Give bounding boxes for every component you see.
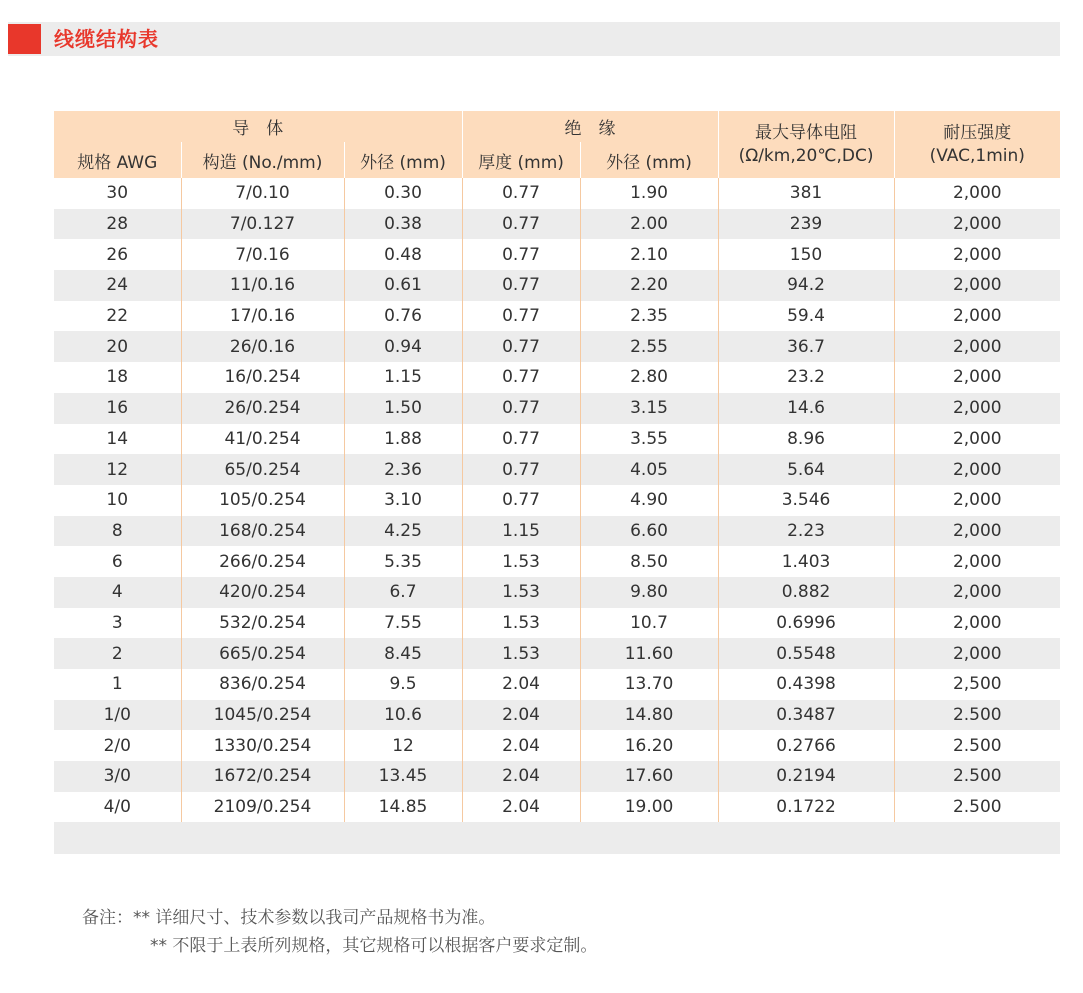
cell-awg: 20 [54, 331, 181, 362]
cell-thickness: 0.77 [462, 393, 580, 424]
cell-max-resistance: 0.6996 [718, 608, 894, 639]
cell-thickness: 2.04 [462, 761, 580, 792]
cell-insulation-od: 2.55 [580, 331, 718, 362]
cell-awg: 22 [54, 301, 181, 332]
table-footer-cell [54, 822, 1060, 854]
cell-awg: 16 [54, 393, 181, 424]
cell-awg: 3 [54, 608, 181, 639]
cell-max-resistance: 0.3487 [718, 700, 894, 731]
cell-voltage-strength: 2,000 [894, 178, 1060, 209]
page-title: 线缆结构表 [54, 27, 159, 51]
cell-thickness: 0.77 [462, 209, 580, 240]
cell-conductor-od: 2.36 [344, 454, 462, 485]
cell-awg: 8 [54, 516, 181, 547]
cell-insulation-od: 1.90 [580, 178, 718, 209]
cell-thickness: 0.77 [462, 239, 580, 270]
cell-conductor-od: 0.76 [344, 301, 462, 332]
cell-max-resistance: 0.1722 [718, 792, 894, 823]
cell-voltage-strength: 2.500 [894, 792, 1060, 823]
table-body [54, 178, 1060, 854]
cell-voltage-strength: 2,000 [894, 209, 1060, 240]
table-row [54, 700, 1060, 731]
cell-conductor-od: 12 [344, 730, 462, 761]
cell-insulation-od: 3.55 [580, 424, 718, 455]
cell-thickness: 0.77 [462, 362, 580, 393]
table-row [54, 761, 1060, 792]
header-max-resistance: 最大导体电阻 (Ω/km,20℃,DC) [718, 111, 894, 178]
cell-voltage-strength: 2,500 [894, 669, 1060, 700]
cell-construction: 105/0.254 [181, 485, 344, 516]
cell-thickness: 0.77 [462, 454, 580, 485]
cell-awg: 10 [54, 485, 181, 516]
cell-construction: 26/0.16 [181, 331, 344, 362]
cell-construction: 1045/0.254 [181, 700, 344, 731]
cell-thickness: 0.77 [462, 178, 580, 209]
cell-insulation-od: 2.00 [580, 209, 718, 240]
cell-voltage-strength: 2,000 [894, 454, 1060, 485]
cell-max-resistance: 23.2 [718, 362, 894, 393]
table-row [54, 331, 1060, 362]
cell-conductor-od: 6.7 [344, 577, 462, 608]
cell-voltage-strength: 2,000 [894, 393, 1060, 424]
cell-conductor-od: 10.6 [344, 700, 462, 731]
table-row [54, 577, 1060, 608]
cell-awg: 30 [54, 178, 181, 209]
table-row [54, 546, 1060, 577]
table-row [54, 209, 1060, 240]
cell-construction: 2109/0.254 [181, 792, 344, 823]
cell-awg: 18 [54, 362, 181, 393]
table-row [54, 393, 1060, 424]
cell-conductor-od: 8.45 [344, 638, 462, 669]
cell-construction: 420/0.254 [181, 577, 344, 608]
note-line-1 [82, 904, 597, 932]
header-conductor: 导 体 [54, 111, 462, 142]
cell-insulation-od: 6.60 [580, 516, 718, 547]
cell-thickness: 1.53 [462, 608, 580, 639]
cell-construction: 17/0.16 [181, 301, 344, 332]
cell-insulation-od: 19.00 [580, 792, 718, 823]
cell-voltage-strength: 2,000 [894, 424, 1060, 455]
cell-max-resistance: 2.23 [718, 516, 894, 547]
cell-awg: 14 [54, 424, 181, 455]
table-row [54, 638, 1060, 669]
cell-voltage-strength: 2,000 [894, 516, 1060, 547]
cell-insulation-od: 17.60 [580, 761, 718, 792]
cell-awg: 4/0 [54, 792, 181, 823]
cell-max-resistance: 14.6 [718, 393, 894, 424]
cell-insulation-od: 14.80 [580, 700, 718, 731]
header-voltage-strength: 耐压强度 (VAC,1min) [894, 111, 1060, 178]
cell-awg: 1 [54, 669, 181, 700]
cell-construction: 65/0.254 [181, 454, 344, 485]
table-footer-row [54, 822, 1060, 854]
cell-thickness: 0.77 [462, 485, 580, 516]
cell-voltage-strength: 2,000 [894, 331, 1060, 362]
cable-structure-table-container [54, 111, 1060, 854]
cell-insulation-od: 2.35 [580, 301, 718, 332]
cell-max-resistance: 94.2 [718, 270, 894, 301]
cell-construction: 7/0.10 [181, 178, 344, 209]
cell-voltage-strength: 2,000 [894, 638, 1060, 669]
cell-construction: 836/0.254 [181, 669, 344, 700]
cell-awg: 4 [54, 577, 181, 608]
cell-voltage-strength: 2,000 [894, 239, 1060, 270]
cell-conductor-od: 0.94 [344, 331, 462, 362]
cell-construction: 1330/0.254 [181, 730, 344, 761]
cell-construction: 11/0.16 [181, 270, 344, 301]
cell-thickness: 1.53 [462, 546, 580, 577]
table-row [54, 454, 1060, 485]
cell-max-resistance: 0.2194 [718, 761, 894, 792]
cell-max-resistance: 0.2766 [718, 730, 894, 761]
cell-construction: 7/0.127 [181, 209, 344, 240]
cell-thickness: 0.77 [462, 331, 580, 362]
note-line-2: ** 不限于上表所列规格，其它规格可以根据客户要求定制。 [150, 936, 598, 956]
header-insulation: 绝 缘 [462, 111, 718, 142]
cell-construction: 7/0.16 [181, 239, 344, 270]
cell-construction: 266/0.254 [181, 546, 344, 577]
cell-conductor-od: 0.38 [344, 209, 462, 240]
cell-insulation-od: 9.80 [580, 577, 718, 608]
table-row [54, 178, 1060, 209]
cell-awg: 28 [54, 209, 181, 240]
cell-voltage-strength: 2,000 [894, 362, 1060, 393]
cell-thickness: 1.15 [462, 516, 580, 547]
table-row [54, 485, 1060, 516]
cell-awg: 24 [54, 270, 181, 301]
title-accent-block [8, 24, 41, 54]
cell-insulation-od: 3.15 [580, 393, 718, 424]
cell-awg: 3/0 [54, 761, 181, 792]
cell-max-resistance: 150 [718, 239, 894, 270]
header-construction: 构造 (No./mm) [181, 142, 344, 178]
table-row [54, 362, 1060, 393]
cell-voltage-strength: 2,000 [894, 485, 1060, 516]
cell-voltage-strength: 2,000 [894, 577, 1060, 608]
cell-voltage-strength: 2.500 [894, 761, 1060, 792]
cell-voltage-strength: 2.500 [894, 730, 1060, 761]
cell-conductor-od: 1.88 [344, 424, 462, 455]
cell-conductor-od: 7.55 [344, 608, 462, 639]
cell-construction: 532/0.254 [181, 608, 344, 639]
table-row [54, 669, 1060, 700]
cell-awg: 6 [54, 546, 181, 577]
table-row [54, 792, 1060, 823]
notes-prefix: 备注： [82, 908, 133, 928]
cell-conductor-od: 4.25 [344, 516, 462, 547]
table-row [54, 270, 1060, 301]
header-insulation-od: 外径 (mm) [580, 142, 718, 178]
cell-insulation-od: 4.05 [580, 454, 718, 485]
cell-thickness: 2.04 [462, 730, 580, 761]
cell-insulation-od: 4.90 [580, 485, 718, 516]
cell-awg: 12 [54, 454, 181, 485]
table-row [54, 608, 1060, 639]
cell-construction: 168/0.254 [181, 516, 344, 547]
cell-conductor-od: 1.15 [344, 362, 462, 393]
notes [82, 904, 597, 960]
cell-insulation-od: 8.50 [580, 546, 718, 577]
header-conductor-od: 外径 (mm) [344, 142, 462, 178]
cell-voltage-strength: 2.500 [894, 700, 1060, 731]
table-row [54, 516, 1060, 547]
title-bar [8, 22, 1060, 56]
cell-awg: 1/0 [54, 700, 181, 731]
cell-max-resistance: 1.403 [718, 546, 894, 577]
header-thickness: 厚度 (mm) [462, 142, 580, 178]
cell-conductor-od: 5.35 [344, 546, 462, 577]
cell-conductor-od: 1.50 [344, 393, 462, 424]
table-row [54, 301, 1060, 332]
cell-thickness: 2.04 [462, 700, 580, 731]
cell-awg: 2/0 [54, 730, 181, 761]
cell-insulation-od: 11.60 [580, 638, 718, 669]
cell-max-resistance: 5.64 [718, 454, 894, 485]
header-awg: 规格 AWG [54, 142, 181, 178]
cell-conductor-od: 13.45 [344, 761, 462, 792]
cell-insulation-od: 16.20 [580, 730, 718, 761]
cell-thickness: 0.77 [462, 301, 580, 332]
cell-max-resistance: 381 [718, 178, 894, 209]
cell-awg: 26 [54, 239, 181, 270]
cell-max-resistance: 3.546 [718, 485, 894, 516]
cell-awg: 2 [54, 638, 181, 669]
cell-voltage-strength: 2,000 [894, 270, 1060, 301]
cell-conductor-od: 0.30 [344, 178, 462, 209]
cell-insulation-od: 2.10 [580, 239, 718, 270]
cell-thickness: 1.53 [462, 577, 580, 608]
cell-conductor-od: 0.48 [344, 239, 462, 270]
cell-insulation-od: 10.7 [580, 608, 718, 639]
cell-max-resistance: 59.4 [718, 301, 894, 332]
cell-insulation-od: 2.20 [580, 270, 718, 301]
cell-voltage-strength: 2,000 [894, 546, 1060, 577]
cell-max-resistance: 0.5548 [718, 638, 894, 669]
cell-construction: 41/0.254 [181, 424, 344, 455]
cell-conductor-od: 0.61 [344, 270, 462, 301]
cell-thickness: 0.77 [462, 270, 580, 301]
cell-conductor-od: 14.85 [344, 792, 462, 823]
cell-thickness: 2.04 [462, 669, 580, 700]
cell-conductor-od: 9.5 [344, 669, 462, 700]
table-row [54, 239, 1060, 270]
cell-max-resistance: 36.7 [718, 331, 894, 362]
table-row [54, 424, 1060, 455]
cell-voltage-strength: 2,000 [894, 301, 1060, 332]
cell-max-resistance: 8.96 [718, 424, 894, 455]
cell-construction: 16/0.254 [181, 362, 344, 393]
cell-max-resistance: 0.4398 [718, 669, 894, 700]
cell-insulation-od: 2.80 [580, 362, 718, 393]
cell-construction: 665/0.254 [181, 638, 344, 669]
cell-max-resistance: 239 [718, 209, 894, 240]
cell-thickness: 1.53 [462, 638, 580, 669]
cell-max-resistance: 0.882 [718, 577, 894, 608]
cell-construction: 1672/0.254 [181, 761, 344, 792]
table-row [54, 730, 1060, 761]
note-text-1: ** 详细尺寸、技术参数以我司产品规格书为准。 [133, 908, 496, 928]
cell-thickness: 2.04 [462, 792, 580, 823]
cell-construction: 26/0.254 [181, 393, 344, 424]
cell-voltage-strength: 2,000 [894, 608, 1060, 639]
cell-conductor-od: 3.10 [344, 485, 462, 516]
cell-insulation-od: 13.70 [580, 669, 718, 700]
cell-thickness: 0.77 [462, 424, 580, 455]
cable-structure-table [54, 111, 1060, 854]
